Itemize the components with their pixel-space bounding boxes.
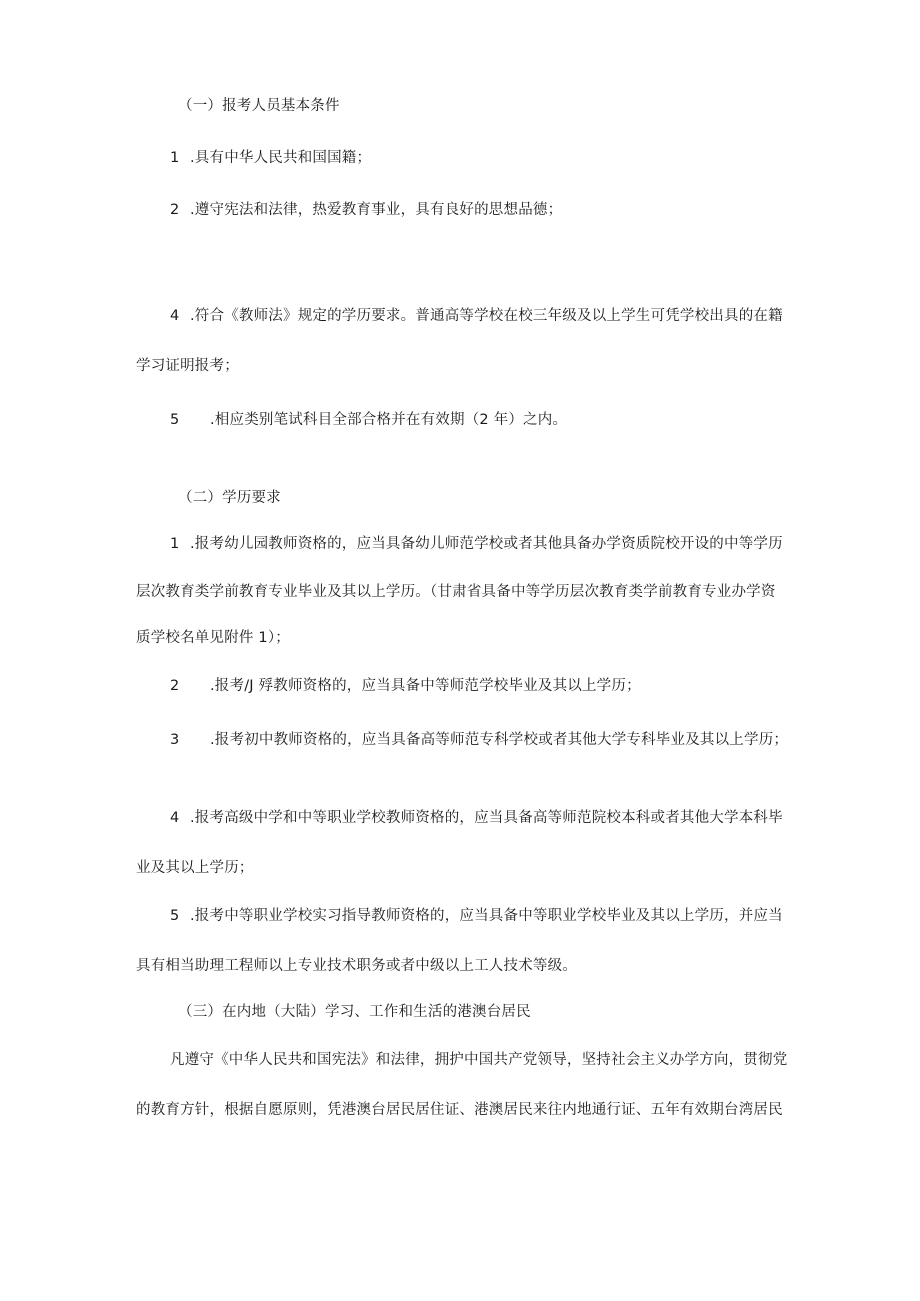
section2-heading: （二）学历要求 — [178, 490, 281, 506]
section2-item-3 — [170, 730, 788, 750]
section2-item-4-continuation: 业及其以上学历； — [136, 860, 254, 876]
item-number: 4 — [170, 308, 180, 324]
item-text: .遵守宪法和法律，热爱教育事业，具有良好的思想品德； — [190, 202, 563, 218]
section2-item-1-continuation-2: 质学校名单见附件 1）； — [136, 630, 290, 646]
section2-item-1-continuation-1: 层次教育类学前教育专业毕业及其以上学历。（甘肃省具备中等学历层次教育类学前教育专业办学资 — [136, 584, 776, 600]
section2-item-5-continuation: 具有相当助理工程师以上专业技术职务或者中级以上工人技术等级。 — [136, 958, 577, 974]
section2-item-2 — [170, 676, 641, 696]
section1-item-4-continuation: 学习证明报考； — [136, 358, 239, 374]
section2-item-1 — [170, 534, 783, 554]
section1-heading: （一）报考人员基本条件 — [178, 98, 340, 114]
item-number: 5 — [170, 412, 180, 428]
section1-item-4 — [170, 306, 783, 326]
section3-paragraph-line-2: 的教育方针，根据自愿原则，凭港澳台居民居住证、港澳居民来往内地通行证、五年有效期台湾居民 — [136, 1102, 783, 1118]
item-number: 3 — [170, 732, 180, 748]
section2-item-4 — [170, 808, 783, 828]
section1-item-5 — [170, 410, 567, 430]
item-number: 5 — [170, 908, 180, 924]
item-text: .相应类别笔试科目全部合格并在有效期（2 年）之内。 — [210, 412, 568, 428]
item-text: .报考高级中学和中等职业学校教师资格的，应当具备高等师范院校本科或者其他大学本科毕 — [190, 810, 783, 826]
item-text: .报考初中教师资格的，应当具备高等师范专科学校或者其他大学专科毕业及其以上学历； — [210, 732, 789, 748]
item-number: 1 — [170, 536, 180, 552]
section3-paragraph-line-1: 凡遵守《中华人民共和国宪法》和法律，拥护中国共产党领导，坚持社会主义办学方向，贯彻党 — [170, 1052, 788, 1068]
item-number: 2 — [170, 202, 180, 218]
section1-item-2 — [170, 200, 562, 220]
item-number: 4 — [170, 810, 180, 826]
item-number: 2 — [170, 678, 180, 694]
section2-item-5 — [170, 906, 783, 926]
item-text: .具有中华人民共和国国籍； — [190, 150, 372, 166]
item-text: .符合《教师法》规定的学历要求。普通高等学校在校三年级及以上学生可凭学校出具的在籍 — [190, 308, 783, 324]
item-text: .报考/J 殍教师资格的，应当具备中等师范学校毕业及其以上学历； — [210, 678, 641, 694]
item-text: .报考幼儿园教师资格的，应当具备幼儿师范学校或者其他具备办学资质院校开设的中等学历 — [190, 536, 783, 552]
section3-heading: （三）在内地（大陆）学习、工作和生活的港澳台居民 — [178, 1004, 531, 1020]
item-text: .报考中等职业学校实习指导教师资格的，应当具备中等职业学校毕业及其以上学历，并应当 — [190, 908, 783, 924]
section1-item-1 — [170, 148, 371, 168]
item-number: 1 — [170, 150, 180, 166]
